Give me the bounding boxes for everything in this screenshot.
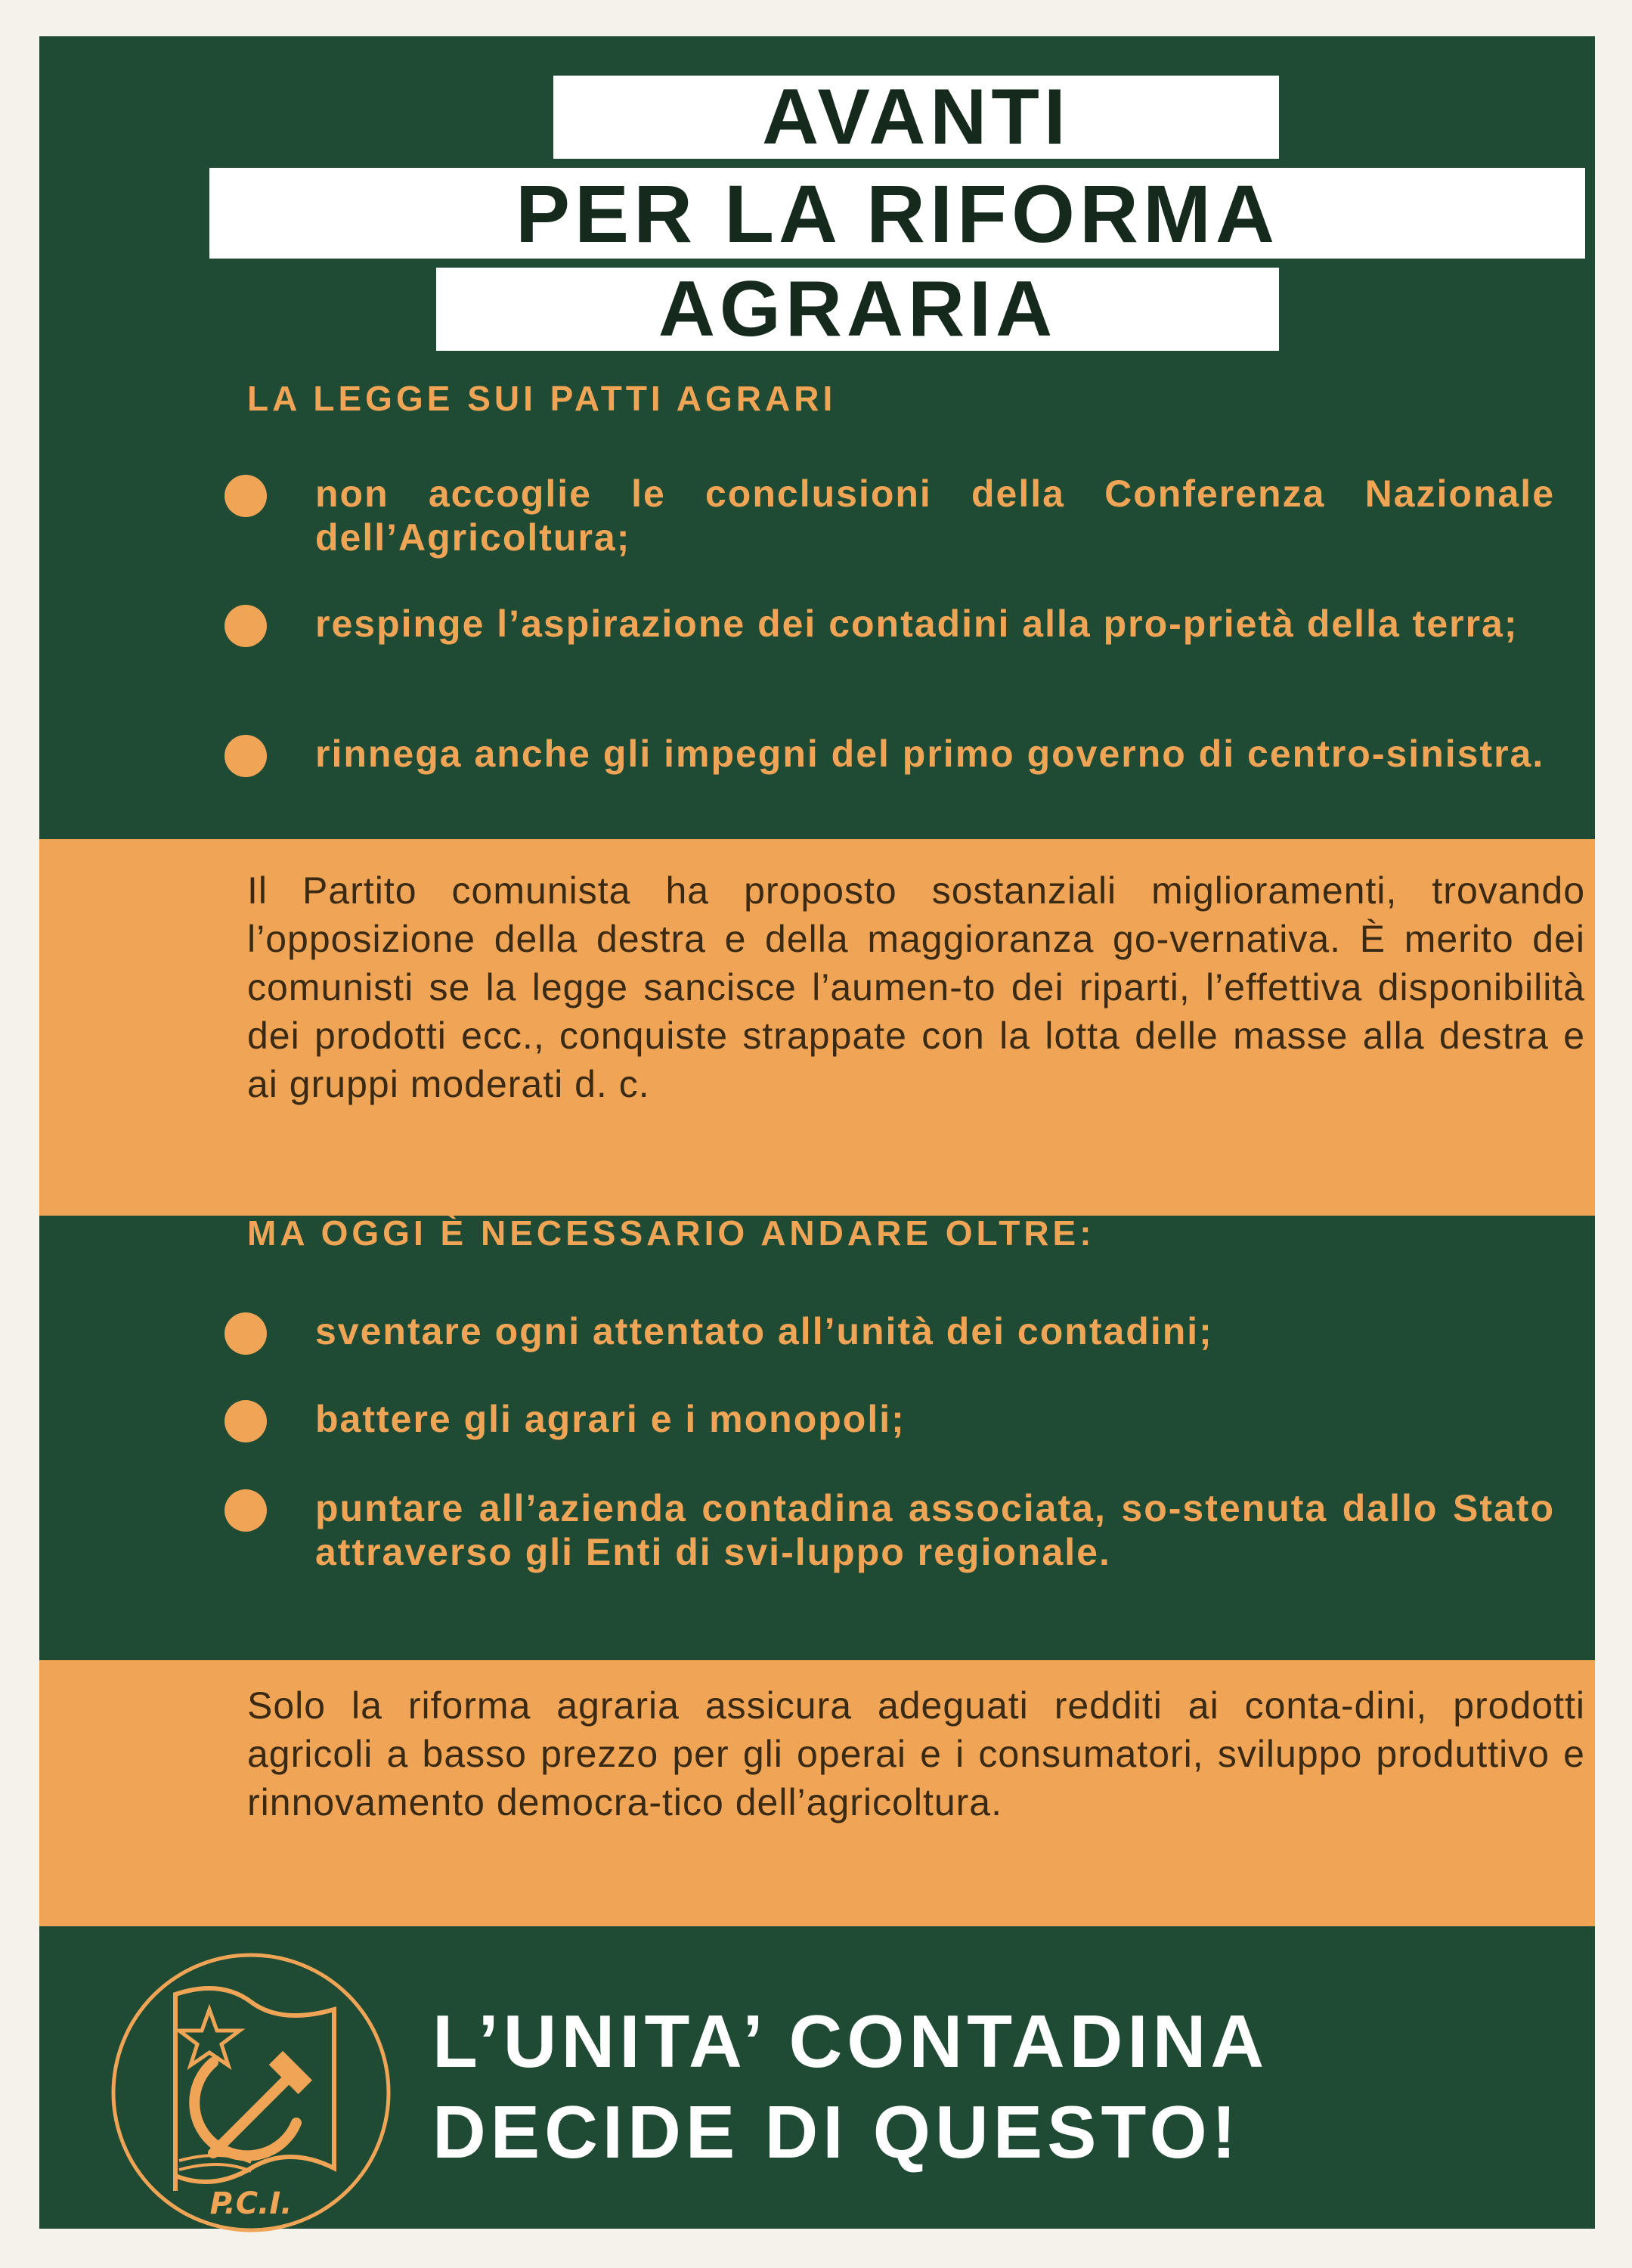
bullet-text: sventare ogni attentato all’unità dei contadini; — [315, 1310, 1213, 1352]
logo-text: P.C.I. — [209, 2186, 293, 2221]
bullet-dot-icon — [225, 605, 267, 647]
title-line-3: AGRARIA — [436, 268, 1279, 351]
bullet-text: respinge l’aspirazione dei contadini alla pro-prietà della terra; — [315, 603, 1519, 645]
section2-heading: MA OGGI È NECESSARIO ANDARE OLTRE: — [247, 1213, 1095, 1253]
title-line-2: PER LA RIFORMA — [209, 168, 1585, 259]
bullet-dot-icon — [225, 1312, 267, 1355]
bullet-dot-icon — [225, 1489, 267, 1532]
slogan-line-1: L’UNITA’ CONTADINA — [432, 2000, 1269, 2083]
bullet-dot-icon — [225, 1400, 267, 1442]
bullet-text: non accoglie le conclusioni della Conferenza Nazionale dell’Agricoltura; — [315, 472, 1555, 559]
bullet-text: rinnega anche gli impegni del primo governo di centro-sinistra. — [315, 733, 1545, 775]
bullet-dot-icon — [225, 475, 267, 517]
bullet-text: battere gli agrari e i monopoli; — [315, 1398, 906, 1440]
slogan-line-2: DECIDE DI QUESTO! — [432, 2090, 1241, 2174]
paragraph1: Il Partito comunista ha proposto sostanziali miglioramenti, trovando l’opposizione della destra e della maggioranza go-vernativa. È merito dei comunisti se la legge sancisce l’aumen-to dei riparti, l’effettiva disponibilità dei prodotti ecc., conquiste strappate con la lotta delle masse alla destra e ai gruppi moderati d. c. — [247, 869, 1585, 1105]
bullet-text: puntare all’azienda contadina associata, so-stenuta dallo Stato attraverso gli Enti di svi-luppo regionale. — [315, 1487, 1555, 1573]
bullet-dot-icon — [225, 735, 267, 777]
poster — [39, 36, 1595, 2229]
section1-heading: LA LEGGE SUI PATTI AGRARI — [247, 379, 837, 418]
pci-logo-icon — [107, 1949, 395, 2236]
paragraph2: Solo la riforma agraria assicura adeguati redditi ai conta-dini, prodotti agricoli a basso prezzo per gli operai e i consumatori, sviluppo produttivo e rinnovamento democra-tico dell’agricoltura. — [247, 1684, 1585, 1823]
title-line-1: AVANTI — [553, 76, 1279, 159]
